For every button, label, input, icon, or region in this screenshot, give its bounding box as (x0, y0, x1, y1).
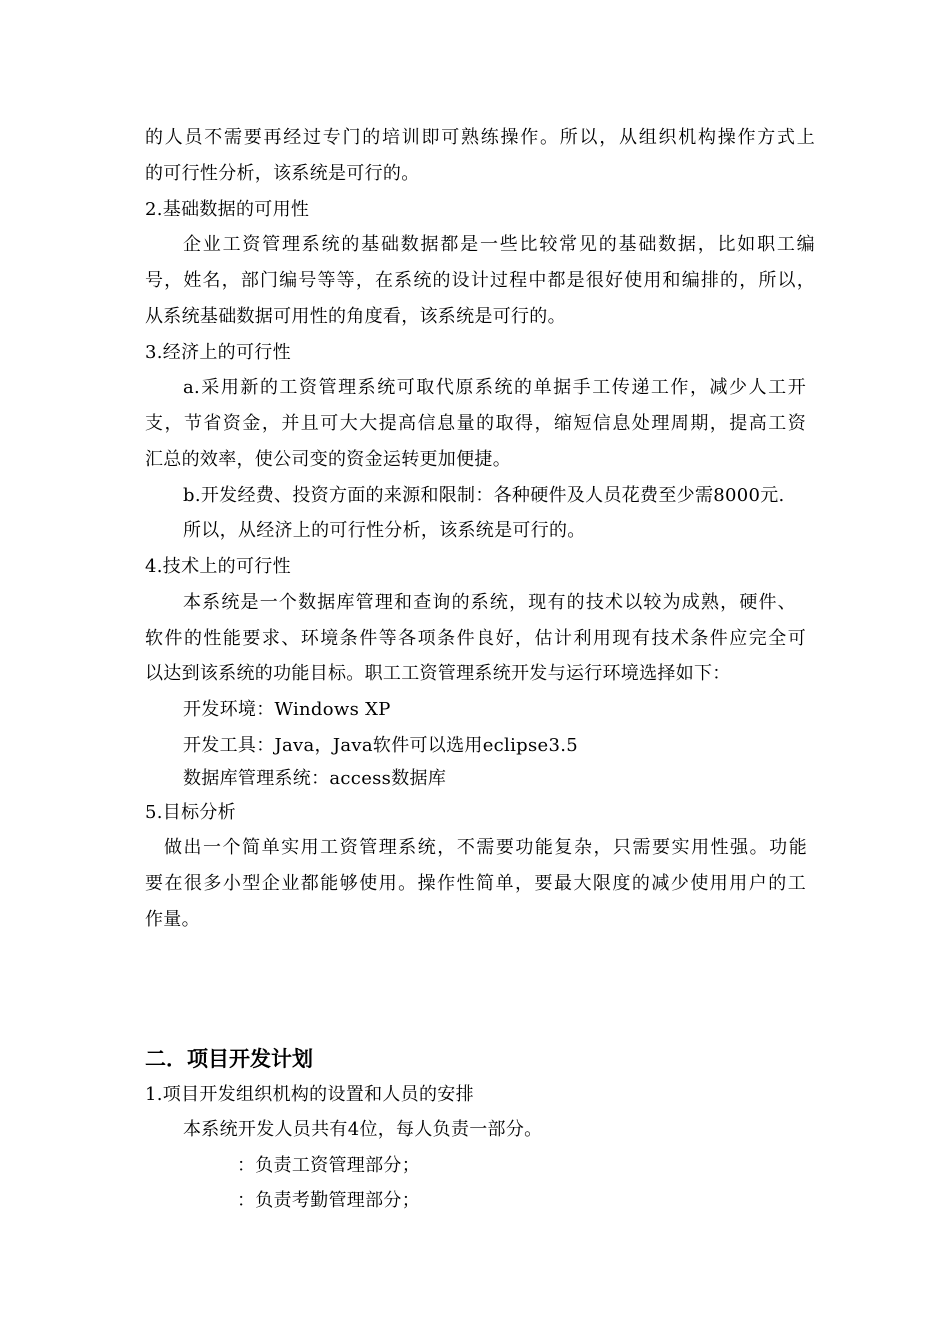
paragraph-line: 的人员不需要再经过专门的培训即可熟练操作。所以，从组织机构操作方式上 (145, 127, 815, 148)
paragraph-line: 要在很多小型企业都能够使用。操作性简单，要最大限度的减少使用用户的工 (145, 873, 806, 894)
paragraph-line: 汇总的效率，使公司变的资金运转更加便捷。 (145, 449, 511, 470)
subsection-title: 4.技术上的可行性 (145, 556, 291, 577)
subsection-title: 3.经济上的可行性 (145, 342, 291, 363)
environment-item: 数据库管理系统：access数据库 (183, 768, 447, 789)
paragraph-line: 号，姓名，部门编号等等，在系统的设计过程中都是很好使用和编排的，所以， (145, 270, 815, 291)
paragraph-line: a.采用新的工资管理系统可取代原系统的单据手工传递工作，减少人工开 (183, 377, 806, 398)
subsection-title: 2.基础数据的可用性 (145, 199, 310, 220)
paragraph-line: 本系统是一个数据库管理和查询的系统，现有的技术以较为成熟，硬件、 (183, 592, 796, 613)
paragraph-line: 支，节省资金，并且可大大提高信息量的取得，缩短信息处理周期，提高工资 (145, 413, 806, 434)
list-item: ：负责考勤管理部分； (237, 1190, 420, 1211)
paragraph-line: 的可行性分析，该系统是可行的。 (145, 163, 420, 184)
paragraph-line: 做出一个简单实用工资管理系统，不需要功能复杂，只需要实用性强。功能 (164, 837, 807, 858)
paragraph-line: 本系统开发人员共有4位，每人负责一部分。 (183, 1119, 543, 1140)
subsection-title: 5.目标分析 (145, 802, 236, 823)
paragraph-line: 软件的性能要求、环境条件等各项条件良好，估计利用现有技术条件应完全可 (145, 628, 806, 649)
subsection-title: 1.项目开发组织机构的设置和人员的安排 (145, 1084, 474, 1105)
environment-item: 开发环境：Windows XP (183, 699, 391, 720)
paragraph-line: 所以，从经济上的可行性分析，该系统是可行的。 (183, 520, 586, 541)
section-heading: 二．项目开发计划 (145, 1047, 313, 1071)
environment-item: 开发工具：Java，Java软件可以选用eclipse3.5 (183, 735, 578, 756)
list-item: ：负责工资管理部分； (237, 1155, 420, 1176)
paragraph-line: 以达到该系统的功能目标。职工工资管理系统开发与运行环境选择如下： (145, 663, 731, 684)
paragraph-line: b.开发经费、投资方面的来源和限制：各种硬件及人员花费至少需8000元. (183, 485, 785, 506)
paragraph-line: 作量。 (145, 909, 200, 930)
paragraph-line: 从系统基础数据可用性的角度看，该系统是可行的。 (145, 306, 566, 327)
paragraph-line: 企业工资管理系统的基础数据都是一些比较常见的基础数据，比如职工编 (183, 234, 815, 255)
